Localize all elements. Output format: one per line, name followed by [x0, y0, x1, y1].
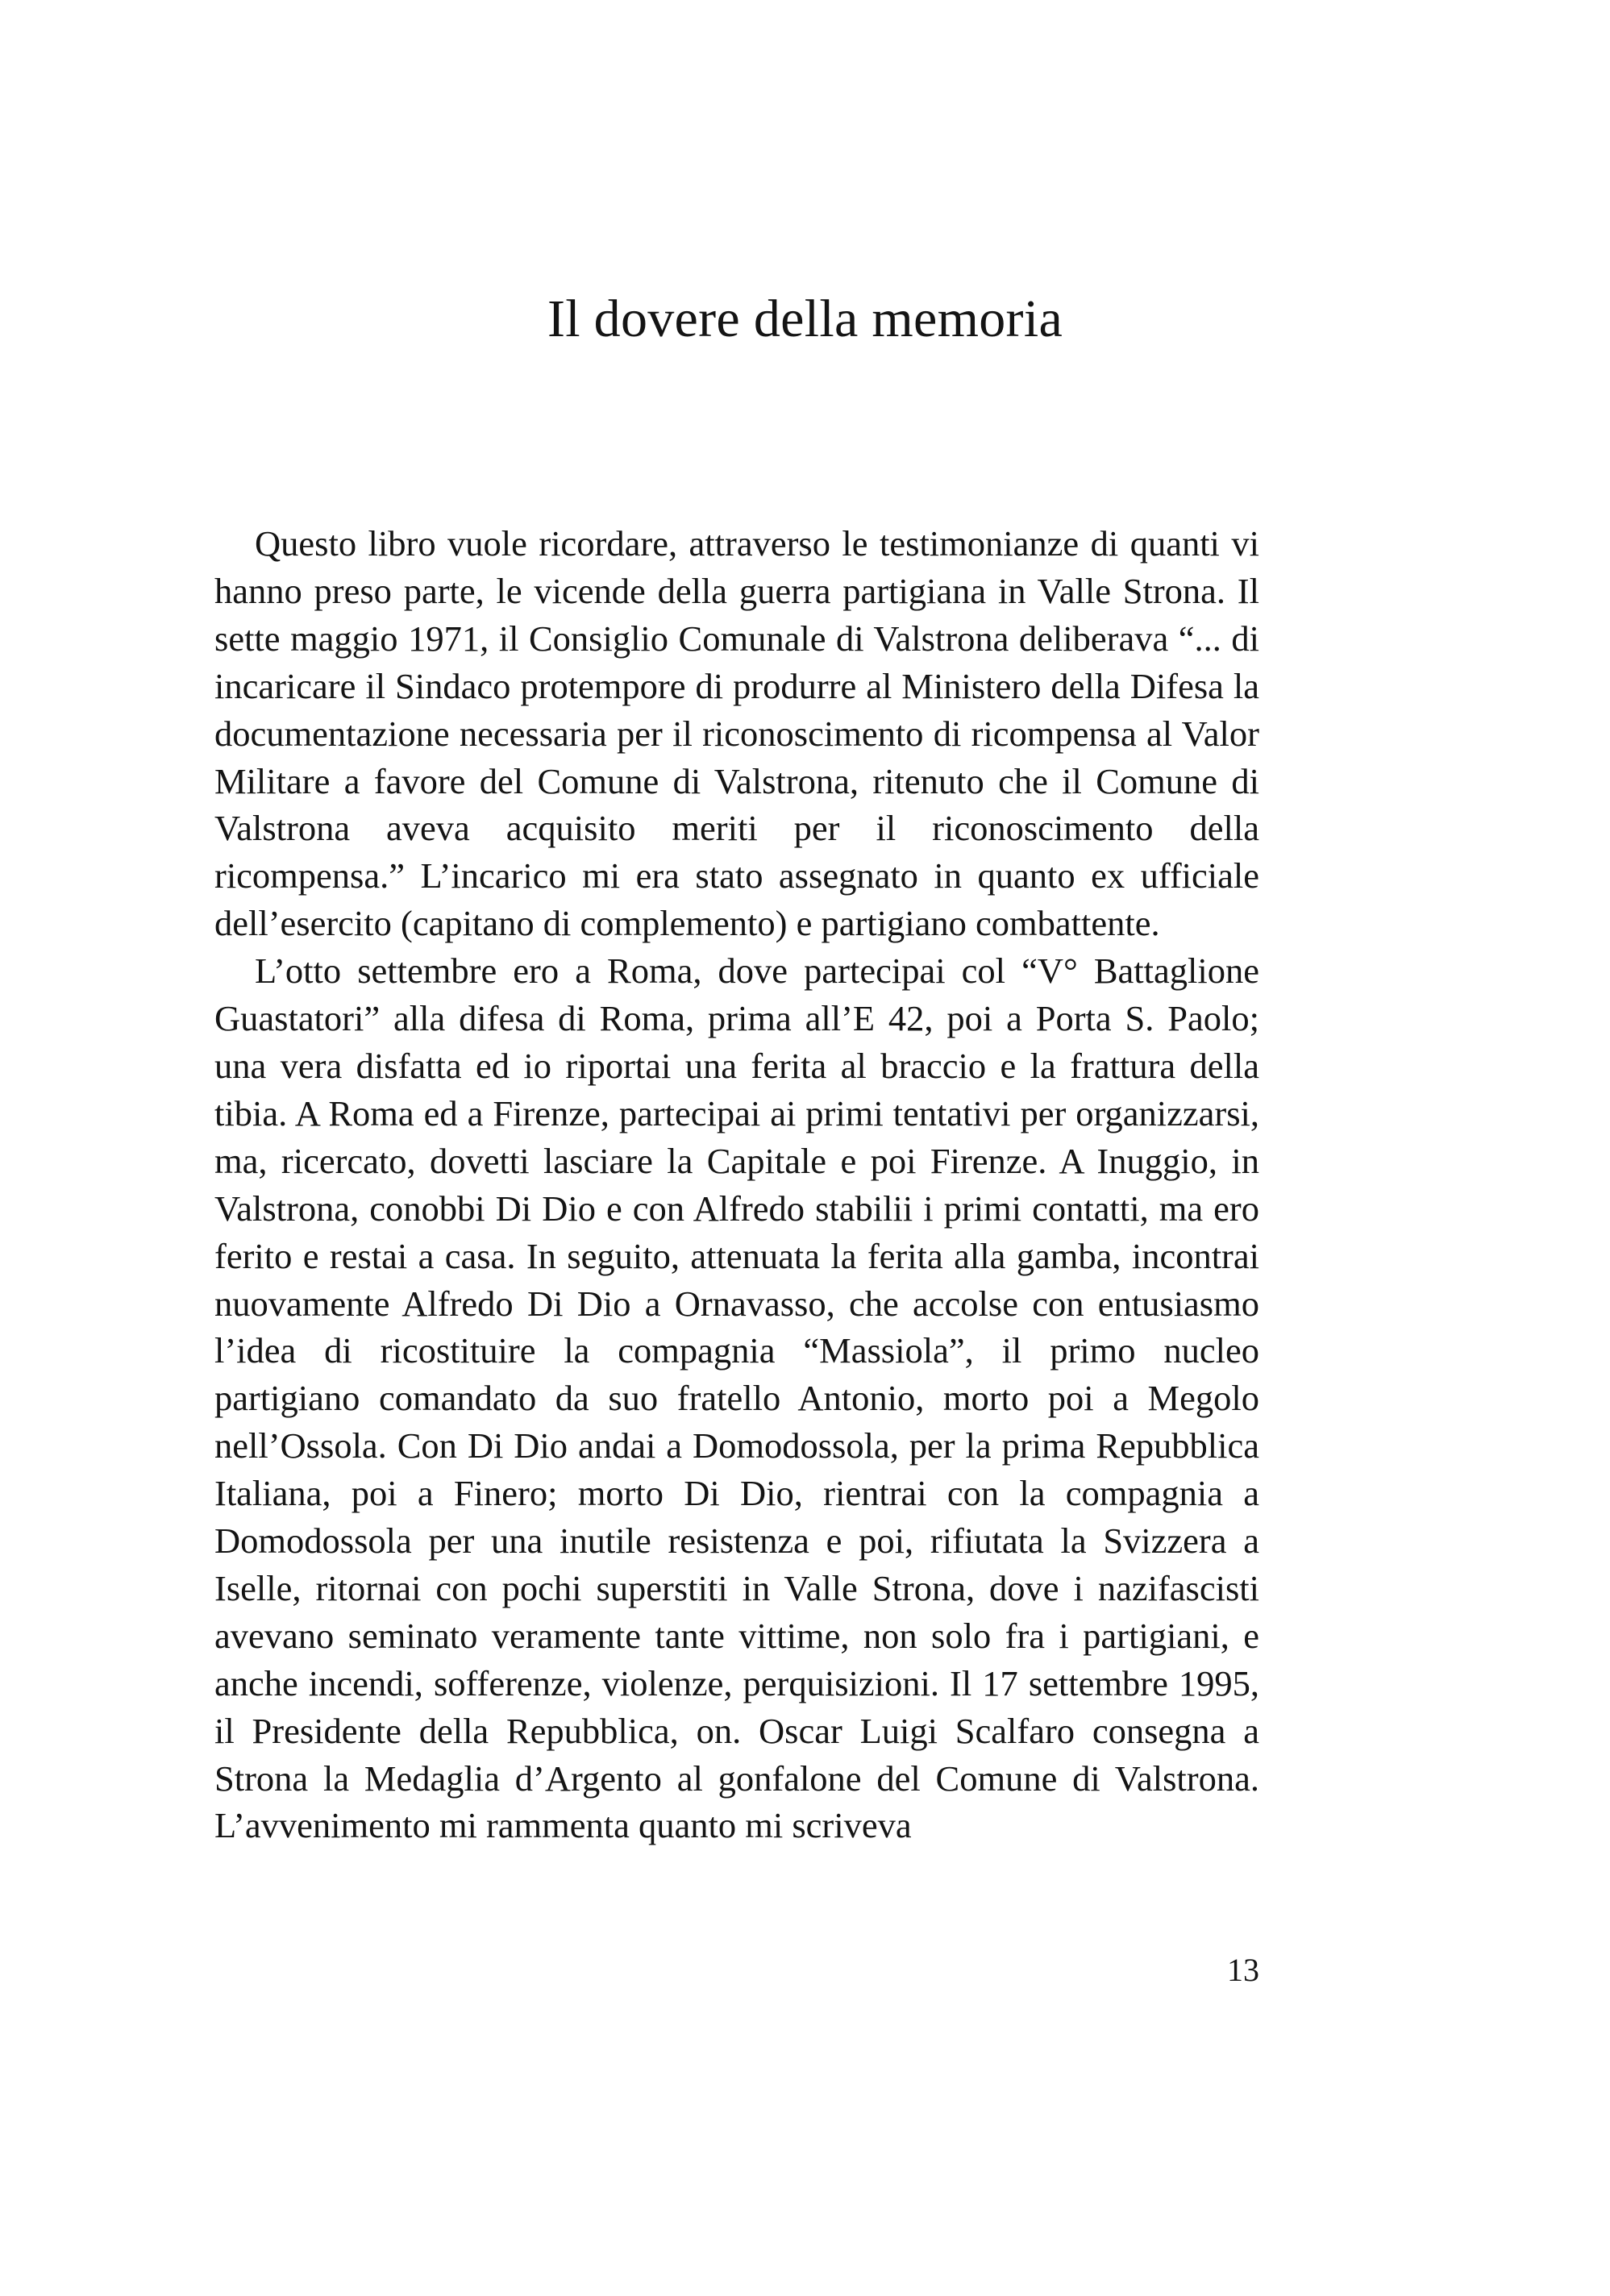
chapter-title: Il dovere della memoria [547, 289, 1063, 348]
paragraph-1: Questo libro vuole ricordare, attraverso le testimonianze di quanti vi hanno preso parte, le vicende della guerra partigiana in Valle Strona. Il sette maggio 1971, il Consiglio Comunale di Valstrona deliberava “... di incaricare il Sindaco protempore di produrre al Ministero della Difesa la documentazione necessaria per il riconoscimento di ricompensa al Valor Militare a favore del Comune di Valstrona, ritenuto che il Comune di Valstrona aveva acquisito meriti per il riconoscimento della ricompensa.” L’incarico mi era stato assegnato in quanto ex ufficiale dell’esercito (capitano di complemento) e partigiano combattente. [214, 523, 1259, 944]
page-number: 13 [1227, 1952, 1259, 1988]
paragraph-2: L’otto settembre ero a Roma, dove partecipai col “V° Battaglione Guastatori” alla difesa di Roma, prima all’E 42, poi a Porta S. Paolo; una vera disfatta ed io riportai una ferita al braccio e la frattura della tibia. A Roma ed a Firenze, partecipai ai primi tentativi per organizzarsi, ma, ricercato, dovetti lasciare la Capitale e poi Firenze. A Inuggio, in Valstrona, conobbi Di Dio e con Alfredo stabilii i primi contatti, ma ero ferito e restai a casa. In seguito, attenuata la ferita alla gamba, incontrai nuovamente Alfredo Di Dio a Ornavasso, che accolse con entusiasmo l’idea di ricostituire la compagnia “Massiola”, il primo nucleo partigiano comandato da suo fratello Antonio, morto poi a Megolo nell’Ossola. Con Di Dio andai a Domodossola, per la prima Repubblica Italiana, poi a Finero; morto Di Dio, rientrai con la compagnia a Domodossola per una inutile resistenza e poi, rifiutata la Svizzera a Iselle, ritornai con pochi superstiti in Valle Strona, dove i nazifascisti avevano seminato veramente tante vittime, non solo fra i partigiani, e anche incendi, sofferenze, violenze, perquisizioni. Il 17 settembre 1995, il Presidente della Repubblica, on. Oscar Luigi Scalfaro consegna a Strona la Medaglia d’Argento al gonfalone del Comune di Valstrona. L’avvenimento mi rammenta quanto mi scriveva [214, 950, 1259, 1846]
body-text [214, 520, 1259, 1849]
